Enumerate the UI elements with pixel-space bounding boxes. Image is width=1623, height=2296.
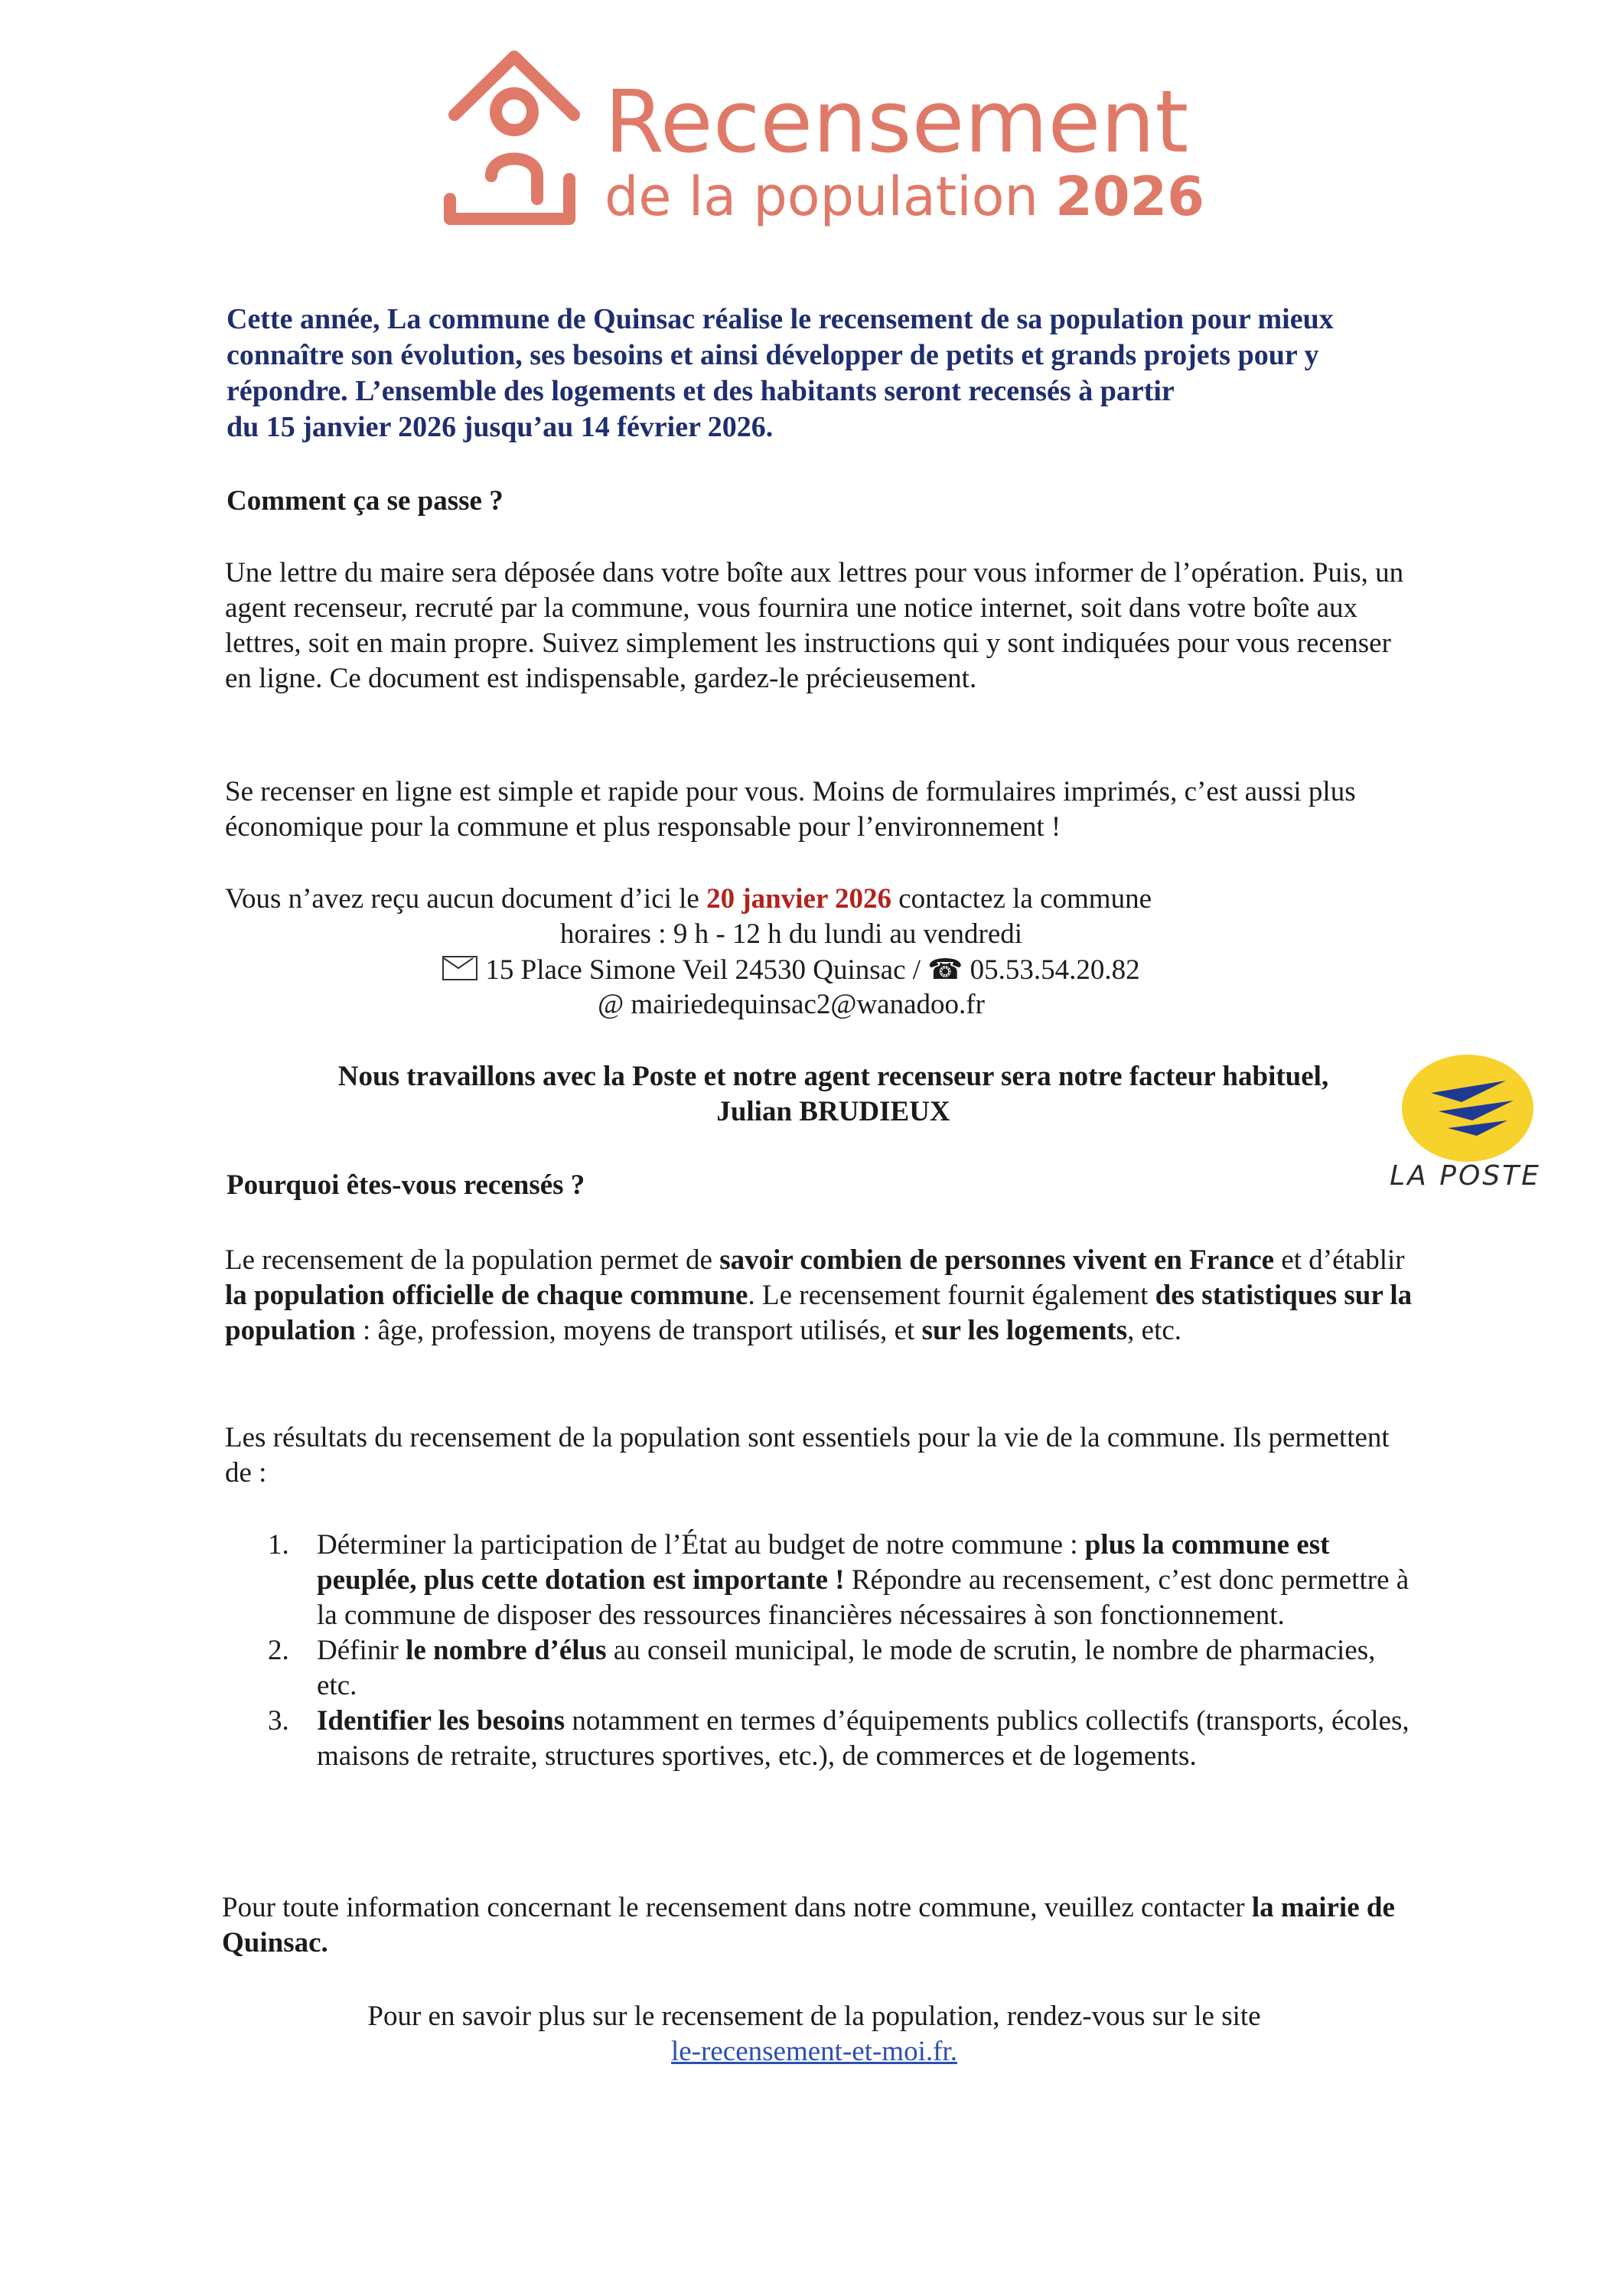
footer-link-line xyxy=(225,2034,1403,2069)
at-icon: @ xyxy=(598,989,624,1020)
list-item-number: 1. xyxy=(268,1529,289,1561)
telephone-icon: ☎ xyxy=(927,953,963,986)
why-text-c: et d’établir xyxy=(1274,1244,1405,1276)
why-text-g: : âge, profession, moyens de transport utilisés, et xyxy=(355,1315,922,1346)
census-logo xyxy=(438,46,591,230)
contact-address: 15 Place Simone Veil 24530 Quinsac / xyxy=(485,954,928,986)
footer-info xyxy=(222,1890,1416,1961)
benefits-list xyxy=(225,1528,1419,1774)
la-poste-logo xyxy=(1377,1047,1553,1173)
list-item-text-end: notamment en termes d’équipements publics collectifs (transports, écoles, maisons de retraite, structures sportives, etc.), de commerces et de logements. xyxy=(317,1705,1410,1772)
contact-deadline: 20 janvier 2026 xyxy=(706,883,891,915)
poste-note xyxy=(225,1059,1442,1130)
why-paragraph-1 xyxy=(225,1243,1419,1349)
list-item-bold: Identifier les besoins xyxy=(317,1705,565,1737)
footer-info-text: Pour toute information concernant le recensement dans notre commune, veuillez contacter xyxy=(222,1892,1252,1923)
why-text-b: savoir combien de personnes vivent en France xyxy=(719,1244,1275,1276)
why-text-i: , etc. xyxy=(1127,1315,1182,1346)
how-paragraph-2: Se recenser en ligne est simple et rapide pour vous. Moins de formulaires imprimés, c’est aussi plus économique pour la commune et plus responsable pour l’environnement ! xyxy=(225,776,1356,843)
intro-text: Cette année, La commune de Quinsac réalise le recensement de sa population pour mieux connaître son évolution, ses besoins et ainsi développer de petits et grands projets pour y répondre. L’ensemble des logements et des habitants seront recensés à partir xyxy=(227,303,1334,407)
list-item-bold: plus la commune est peuplée, plus cette dotation est importante ! xyxy=(317,1529,1330,1596)
census-website-link[interactable]: le-recensement-et-moi.fr. xyxy=(671,2036,957,2067)
house-person-icon xyxy=(438,46,591,230)
envelope-icon xyxy=(442,956,477,980)
list-item xyxy=(225,1704,1419,1774)
why-text-f: des statistiques sur la population xyxy=(225,1280,1413,1346)
intro-paragraph xyxy=(227,302,1420,445)
heading-how: Comment ça se passe ? xyxy=(227,485,504,517)
logo-subtitle-year: 2026 xyxy=(1055,165,1204,228)
list-item xyxy=(225,1528,1419,1633)
list-item-text: Déterminer la participation de l’État au budget de notre commune : xyxy=(317,1529,1085,1561)
footer-info-bold: la mairie de Quinsac. xyxy=(222,1892,1395,1958)
why-text-e: . Le recensement fournit également xyxy=(748,1280,1155,1311)
list-item-number: 2. xyxy=(268,1635,289,1666)
list-item-bold: le nombre d’élus xyxy=(406,1635,607,1666)
intro-dates: du 15 janvier 2026 jusqu’au 14 février 2026. xyxy=(227,411,774,443)
poste-note-line-1: Nous travaillons avec la Poste et notre agent recenseur sera notre facteur habituel, xyxy=(337,1061,1329,1092)
contact-address-line xyxy=(225,952,1357,988)
list-item-number: 3. xyxy=(268,1705,289,1737)
list-item-text-end: Répondre au recensement, c’est donc permettre à la commune de disposer des ressources financières nécessaires à son fonctionnement. xyxy=(317,1564,1410,1631)
contact-hours: horaires : 9 h - 12 h du lundi au vendredi xyxy=(559,918,1023,950)
agent-name: Julian BRUDIEUX xyxy=(716,1096,950,1127)
la-poste-label: LA POSTE xyxy=(1390,1160,1541,1192)
logo-subtitle xyxy=(605,165,1204,228)
why-text-d: la population officielle de chaque commune xyxy=(225,1280,748,1311)
contact-phone[interactable]: 05.53.54.20.82 xyxy=(970,954,1140,986)
why-text-a: Le recensement de la population permet de xyxy=(225,1244,720,1276)
la-poste-bird-icon xyxy=(1377,1047,1553,1169)
why-paragraph-2: Les résultats du recensement de la population sont essentiels pour la vie de la commune. Ils permettent de : xyxy=(225,1422,1390,1489)
contact-email[interactable]: mairiedequinsac2@wanadoo.fr xyxy=(631,989,985,1020)
why-text-h: sur les logements xyxy=(921,1315,1128,1346)
list-item-text: Définir xyxy=(317,1635,406,1666)
logo-title: Recensement xyxy=(605,73,1189,172)
contact-email-line xyxy=(225,987,1357,1022)
contact-lead-end: contactez la commune xyxy=(891,883,1152,915)
list-item xyxy=(225,1633,1419,1704)
list-item-text-end: au conseil municipal, le mode de scrutin, le nombre de pharmacies, etc. xyxy=(317,1635,1376,1701)
logo-subtitle-prefix: de la population xyxy=(605,165,1038,228)
how-paragraph-1: Une lettre du maire sera déposée dans votre boîte aux lettres pour vous informer de l’opération. Puis, un agent recenseur, recruté par la commune, vous fournira une notice internet, soit dans votre boîte aux lettres, soit en main propre. Suivez simplement les instructions qui y sont indiquées pour vous recenser en ligne. Ce document est indispensable, gardez-le précieusement. xyxy=(225,557,1404,694)
footer-more: Pour en savoir plus sur le recensement de la population, rendez-vous sur le site xyxy=(367,2001,1261,2032)
contact-lead-text: Vous n’avez reçu aucun document d’ici le xyxy=(225,883,707,915)
contact-lead xyxy=(225,882,1373,917)
heading-why: Pourquoi êtes-vous recensés ? xyxy=(227,1169,585,1201)
